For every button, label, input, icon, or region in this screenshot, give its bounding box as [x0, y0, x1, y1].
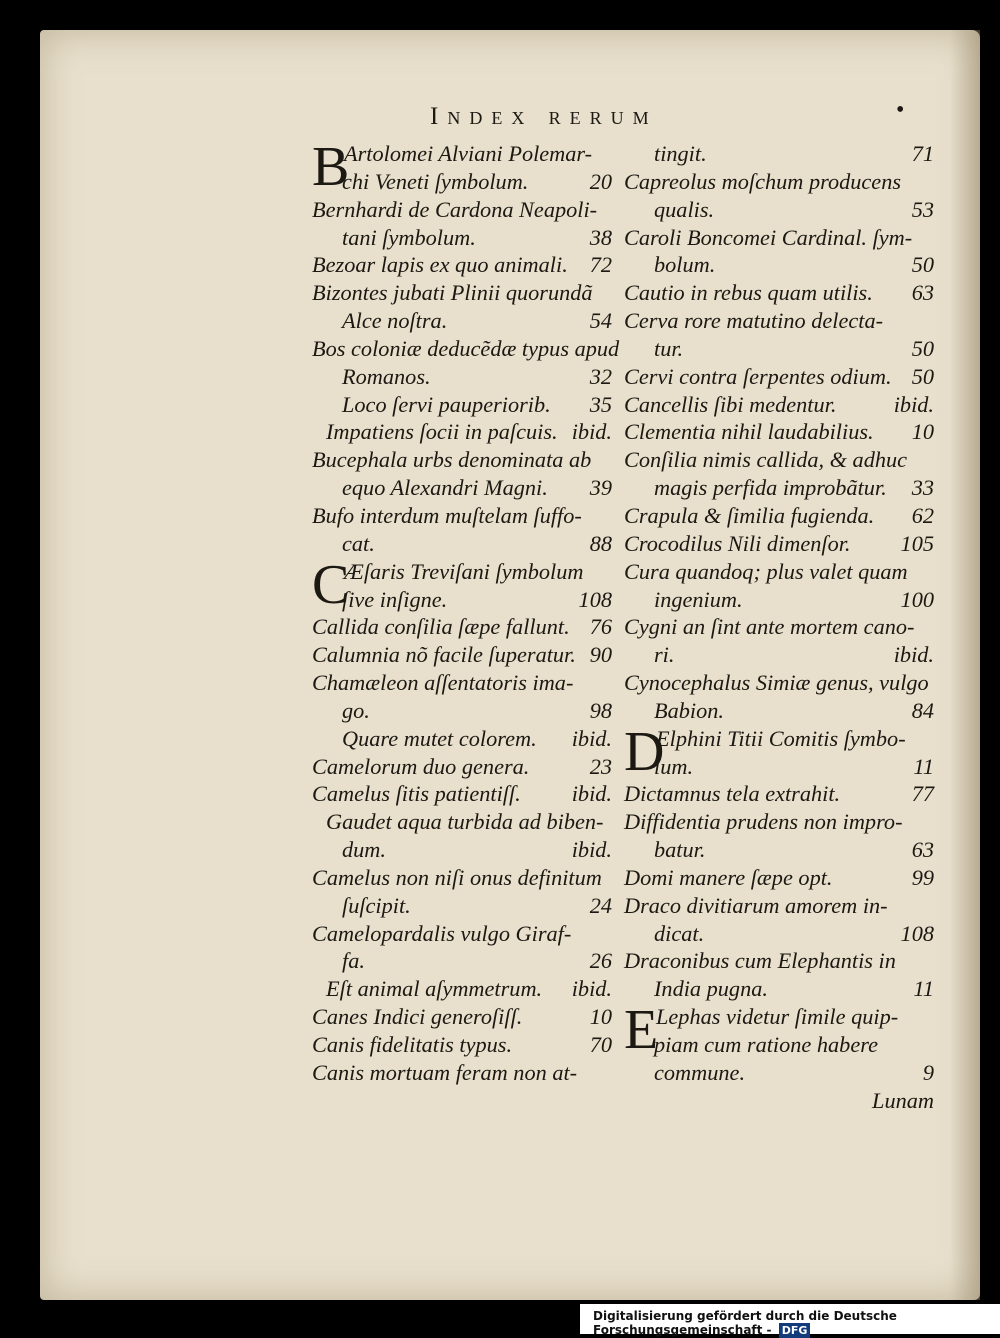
index-entry-line — [312, 836, 612, 864]
entry-text: go. — [342, 697, 370, 723]
index-entry-line — [624, 196, 934, 224]
entry-page-ref: 35 — [589, 391, 612, 417]
entry-page-ref: ibid. — [893, 642, 934, 668]
index-entry-line — [624, 975, 934, 1003]
entry-text: Quare mutet colorem. — [342, 725, 537, 751]
drop-initial: B — [312, 136, 350, 198]
footer-text: Digitalisierung gefördert durch die Deutsche Forschungsgemeinschaft - — [593, 1309, 897, 1337]
book-page — [40, 30, 980, 1300]
index-entry-line — [624, 1059, 934, 1087]
entry-page-ref: 23 — [589, 753, 612, 779]
index-entry-line — [624, 836, 934, 864]
entry-page-ref: 105 — [900, 530, 934, 556]
index-entry-line — [624, 530, 934, 558]
entry-page-ref: 10 — [589, 1004, 612, 1030]
index-entry-line — [624, 864, 934, 892]
entry-page-ref: ibid. — [571, 976, 612, 1002]
index-entry-line — [624, 251, 934, 279]
entry-text: Eſt animal aſymmetrum. — [326, 976, 543, 1002]
entry-text: commune. — [654, 1059, 746, 1085]
index-entry-line — [624, 808, 934, 836]
index-entry-line — [312, 418, 612, 446]
index-entry-line — [312, 669, 612, 697]
entry-page-ref: 26 — [589, 948, 612, 974]
entry-text: Cygni an ſint ante mortem cano- — [624, 614, 915, 640]
index-entry-line — [624, 363, 934, 391]
index-entry-line — [312, 1003, 612, 1031]
entry-text: Cerva rore matutino delecta- — [624, 308, 884, 334]
entry-page-ref: 63 — [911, 280, 934, 306]
entry-text: Draconibus cum Elephantis in — [624, 948, 896, 974]
entry-page-ref: 63 — [911, 837, 934, 863]
index-entry-line — [624, 391, 934, 419]
index-entry-line — [624, 168, 934, 196]
entry-text: Elphini Titii Comitis ſymbo- — [656, 725, 906, 751]
index-entry-line — [312, 363, 612, 391]
entry-page-ref: 24 — [589, 892, 612, 918]
entry-text: Clementia nihil laudabilius. — [624, 419, 874, 445]
entry-text: Bizontes jubati Plinii quorundã — [312, 280, 593, 306]
index-entry-line — [312, 697, 612, 725]
entry-text: batur. — [654, 837, 706, 863]
entry-text: Bucephala urbs denominata ab — [312, 447, 592, 473]
index-entry-line — [312, 196, 612, 224]
index-entry-line — [312, 613, 612, 641]
index-entry-line — [312, 1059, 612, 1087]
entry-page-ref: 11 — [913, 976, 934, 1002]
running-header — [430, 97, 905, 131]
entry-text: Lephas videtur ſimile quip- — [656, 1004, 899, 1030]
entry-text: fa. — [342, 948, 365, 974]
entry-page-ref: ibid. — [571, 419, 612, 445]
entry-text: Chamæleon aſſentatoris ima- — [312, 670, 574, 696]
entry-text: Alce noſtra. — [342, 308, 448, 334]
index-entry-line — [312, 307, 612, 335]
index-entry-line — [624, 892, 934, 920]
entry-page-ref: 88 — [589, 530, 612, 556]
entry-page-ref: 33 — [911, 475, 934, 501]
index-entry-line — [624, 780, 934, 808]
entry-text: equo Alexandri Magni. — [342, 475, 548, 501]
entry-page-ref: 50 — [911, 363, 934, 389]
entry-text: Artolomei Alviani Polemar- — [344, 141, 593, 166]
entry-text: Dictamnus tela extrahit. — [624, 781, 841, 807]
drop-initial: D — [624, 720, 665, 783]
index-entry-line — [312, 975, 612, 1003]
entry-text: Cervi contra ſerpentes odium. — [624, 363, 892, 389]
index-entry-line — [624, 753, 934, 781]
entry-text: Romanos. — [342, 363, 431, 389]
index-entry-line — [624, 502, 934, 530]
entry-text: Cautio in rebus quam utilis. — [624, 280, 873, 306]
index-entry-line — [312, 864, 612, 892]
index-entry-line — [624, 947, 934, 975]
drop-initial: E — [624, 999, 659, 1062]
entry-text: Gaudet aqua turbida ad biben- — [326, 809, 604, 835]
header-title: Index rerum — [430, 103, 658, 130]
entry-text: Calumnia nõ facile ſuperatur. — [312, 642, 576, 668]
index-entry-line — [624, 697, 934, 725]
entry-text: Crocodilus Nili dimenſor. — [624, 530, 851, 556]
index-entry-line — [312, 947, 612, 975]
drop-initial: C — [312, 553, 350, 616]
index-entry-line — [312, 446, 612, 474]
entry-page-ref: 62 — [911, 502, 934, 528]
entry-text: Draco divitiarum amorem in- — [624, 892, 888, 918]
entry-text: India pugna. — [654, 976, 768, 1002]
entry-text: Canis fidelitatis typus. — [312, 1032, 513, 1057]
entry-page-ref: 50 — [911, 252, 934, 278]
entry-page-ref: 53 — [911, 196, 934, 222]
index-entry-line — [624, 558, 934, 586]
entry-text: tur. — [654, 335, 684, 361]
entry-text: magis perfida improbãtur. — [654, 475, 887, 501]
entry-text: Æſaris Treviſani ſymbolum — [344, 558, 584, 584]
entry-page-ref: 108 — [578, 586, 612, 612]
entry-page-ref: 10 — [911, 419, 934, 445]
entry-page-ref: 70 — [589, 1032, 612, 1057]
entry-text: Domi manere ſæpe opt. — [624, 864, 833, 890]
index-entry-line — [624, 641, 934, 669]
index-entry-line — [624, 446, 934, 474]
index-entry-line — [312, 474, 612, 502]
index-entry-line — [312, 586, 612, 614]
entry-page-ref: 108 — [900, 920, 934, 946]
entry-page-ref: 98 — [589, 697, 612, 723]
entry-text: Bos coloniæ deducẽdæ typus apud — [312, 335, 620, 361]
entry-text: qualis. — [654, 196, 715, 222]
index-entry-line — [312, 892, 612, 920]
entry-page-ref: 76 — [589, 614, 612, 640]
entry-page-ref: ibid. — [571, 725, 612, 751]
entry-text: Bernhardi de Cardona Neapoli- — [312, 196, 598, 222]
entry-page-ref: 9 — [922, 1059, 934, 1085]
entry-text: Loco ſervi pauperiorib. — [342, 391, 551, 417]
entry-page-ref: 38 — [589, 224, 612, 250]
entry-text: Capreolus moſchum producens — [624, 168, 902, 194]
entry-text: Caroli Boncomei Cardinal. ſym- — [624, 224, 913, 250]
entry-text: Camelorum duo genera. — [312, 753, 530, 779]
entry-text: Cancellis ſibi medentur. — [624, 391, 837, 417]
entry-text: dum. — [342, 837, 386, 863]
entry-page-ref: 77 — [911, 781, 934, 807]
entry-text: Cura quandoq; plus valet quam — [624, 558, 908, 584]
index-entry-line — [312, 920, 612, 948]
entry-text: Camelus non niſi onus definitum — [312, 864, 602, 890]
entry-page-ref: 72 — [589, 252, 612, 278]
index-entry-line — [312, 808, 612, 836]
index-entry-line — [624, 140, 934, 168]
entry-page-ref: 71 — [911, 141, 934, 166]
entry-text: Canes Indici generoſiſſ. — [312, 1004, 523, 1030]
entry-text: Diffidentia prudens non impro- — [624, 809, 903, 835]
entry-page-ref: 39 — [589, 475, 612, 501]
entry-page-ref: 54 — [589, 308, 612, 334]
entry-text: dicat. — [654, 920, 705, 946]
entry-page-ref: 32 — [589, 363, 612, 389]
index-entry-line — [624, 418, 934, 446]
index-entry-line — [312, 502, 612, 530]
index-entry-line — [312, 641, 612, 669]
index-column-left — [312, 136, 620, 1087]
entry-page-ref: 99 — [911, 864, 934, 890]
index-entry-line — [624, 279, 934, 307]
footer — [593, 1309, 1000, 1338]
entry-text: Canis mortuam feram non at- — [312, 1059, 578, 1085]
index-entry-line — [312, 335, 620, 363]
entry-text: chi Veneti ſymbolum. — [342, 168, 529, 194]
header-mark: • — [896, 97, 905, 123]
entry-text: Conſilia nimis callida, & adhuc — [624, 447, 908, 473]
entry-page-ref: 20 — [589, 168, 612, 194]
entry-page-ref: 84 — [911, 697, 934, 723]
index-entry-line — [624, 307, 934, 335]
entry-page-ref: ibid. — [571, 781, 612, 807]
entry-text: bolum. — [654, 252, 716, 278]
entry-text: Impatiens ſocii in paſcuis. — [326, 419, 558, 445]
index-entry-line — [624, 224, 934, 252]
index-entry-line — [312, 279, 612, 307]
entry-text: ri. — [654, 642, 675, 668]
index-entry-line — [624, 335, 934, 363]
entry-text: tani ſymbolum. — [342, 224, 476, 250]
entry-text: Lunam — [872, 1087, 934, 1113]
entry-text: ingenium. — [654, 586, 743, 612]
index-entry-line — [312, 725, 612, 753]
entry-page-ref: 50 — [911, 335, 934, 361]
entry-text: lum. — [654, 753, 694, 779]
index-entry-line — [624, 474, 934, 502]
entry-page-ref: 100 — [900, 586, 934, 612]
entry-text: ſuſcipit. — [342, 892, 411, 918]
catchword — [624, 1087, 934, 1115]
index-entry-line — [312, 168, 612, 196]
index-entry-line — [624, 920, 934, 948]
entry-text: Cynocephalus Simiæ genus, vulgo — [624, 670, 929, 696]
index-entry-line — [624, 586, 934, 614]
entry-text: Crapula & ſimilia fugienda. — [624, 502, 875, 528]
index-entry-line — [312, 251, 612, 279]
index-entry-line — [312, 1031, 612, 1059]
index-entry-line — [312, 391, 612, 419]
index-entry-line — [312, 753, 612, 781]
index-entry-line — [624, 1031, 934, 1059]
entry-text: ſive inſigne. — [342, 586, 448, 612]
entry-text: piam cum ratione habere — [654, 1032, 878, 1057]
entry-text: Callida conſilia ſæpe fallunt. — [312, 614, 570, 640]
index-entry-line — [624, 669, 934, 697]
entry-page-ref: 11 — [913, 753, 934, 779]
dfg-logo: DFG — [779, 1323, 811, 1338]
index-entry-line — [312, 530, 612, 558]
index-entry-line — [312, 780, 612, 808]
entry-page-ref: 90 — [589, 642, 612, 668]
entry-text: Camelus ſitis patientiſſ. — [312, 781, 521, 807]
entry-text: Babion. — [654, 697, 724, 723]
entry-text: tingit. — [654, 141, 707, 166]
index-entry-line — [312, 224, 612, 252]
entry-text: cat. — [342, 530, 375, 556]
entry-text: Bufo interdum muſtelam ſuffo- — [312, 502, 582, 528]
entry-text: Camelopardalis vulgo Giraf- — [312, 920, 572, 946]
entry-text: Bezoar lapis ex quo animali. — [312, 252, 568, 278]
index-entry-line — [624, 613, 934, 641]
index-column-right — [624, 140, 934, 1115]
entry-page-ref: ibid. — [571, 837, 612, 863]
entry-page-ref: ibid. — [893, 391, 934, 417]
